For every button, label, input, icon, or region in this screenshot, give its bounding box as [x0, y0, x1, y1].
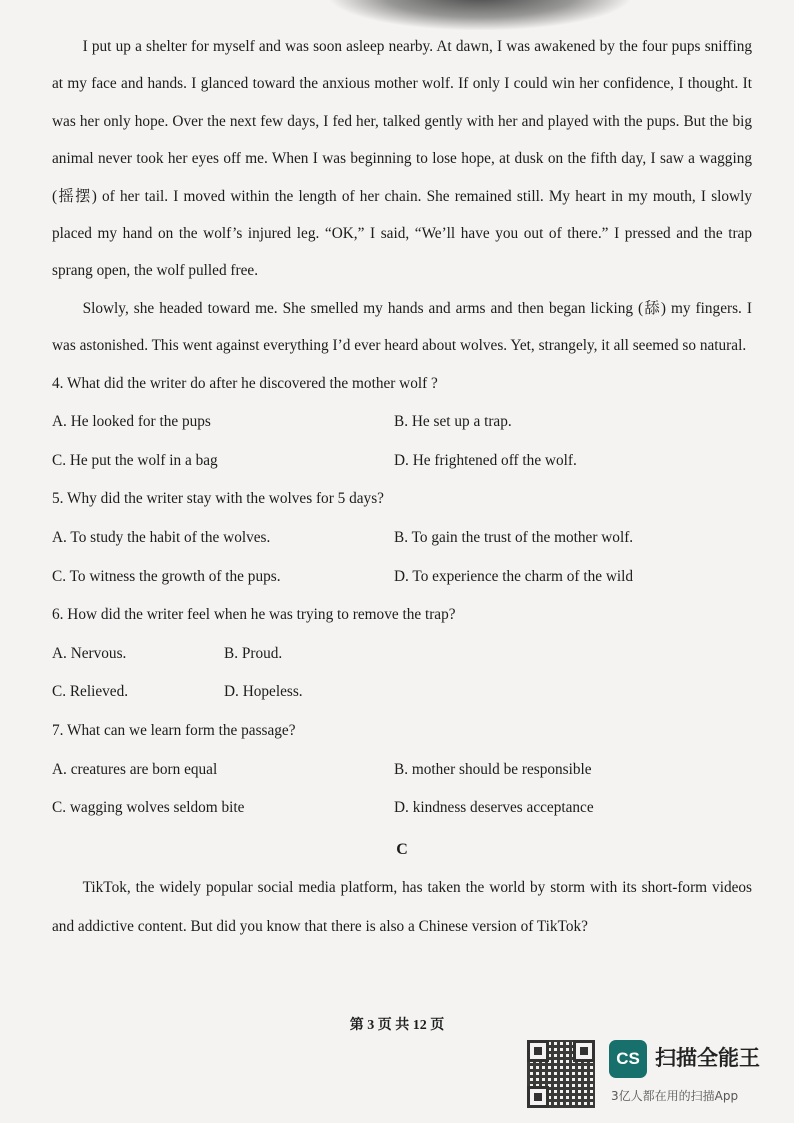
question-stem: 4. What did the writer do after he discovered the mother wolf ? — [52, 374, 438, 392]
section-heading: C — [396, 840, 408, 858]
option-b: B. mother should be responsible — [394, 760, 592, 778]
option-row — [52, 789, 752, 828]
option-a: A. He looked for the pups — [52, 413, 211, 431]
option-row — [52, 442, 752, 481]
option-d: D. He frightened off the wolf. — [394, 451, 577, 469]
qr-finder-icon — [573, 1040, 595, 1062]
option-b: B. He set up a trap. — [394, 413, 512, 431]
option-d: D. To experience the charm of the wild — [394, 567, 634, 585]
option-row — [52, 558, 752, 597]
scanner-app-name: 扫描全能王 — [655, 1046, 760, 1070]
qr-code-icon — [527, 1040, 595, 1108]
option-c: C. To witness the growth of the pups. — [52, 567, 281, 585]
option-a: A. creatures are born equal — [52, 760, 218, 778]
option-c: C. He put the wolf in a bag — [52, 451, 218, 469]
option-a: A. Nervous. — [52, 644, 127, 662]
option-row — [52, 673, 752, 712]
question-6 — [52, 596, 752, 712]
question-7 — [52, 712, 752, 828]
option-row — [52, 635, 752, 674]
question-4 — [52, 365, 752, 481]
exam-page — [52, 28, 752, 946]
option-d: D. kindness deserves acceptance — [394, 799, 594, 817]
story-paragraph-2: Slowly, she headed toward me. She smelled my hands and arms and then began licking (舔) my fingers. I was astonished. This went against everything I’d ever heard about wolves. Yet, strangely, it all seemed so natural. — [52, 299, 752, 355]
page-edge-shadow — [330, 0, 630, 30]
qr-finder-icon — [527, 1040, 549, 1062]
option-b: B. To gain the trust of the mother wolf. — [394, 529, 634, 547]
question-5 — [52, 480, 752, 596]
page-number: 第 3 页 共 12 页 — [349, 1018, 445, 1033]
option-c: C. Relieved. — [52, 683, 129, 701]
passage-c-paragraph: TikTok, the widely popular social media platform, has taken the world by storm with its short-form videos and addictive content. But did you know that there is also a Chinese version of TikTok? — [52, 878, 752, 935]
option-row — [52, 519, 752, 558]
option-a: A. To study the habit of the wolves. — [52, 529, 271, 547]
qr-finder-icon — [527, 1086, 549, 1108]
question-stem: 5. Why did the writer stay with the wolves for 5 days? — [52, 490, 384, 508]
option-b: B. Proud. — [224, 644, 283, 662]
option-row — [52, 403, 752, 442]
option-d: D. Hopeless. — [224, 683, 303, 701]
camscanner-logo: CS — [609, 1040, 647, 1078]
story-paragraph-1: I put up a shelter for myself and was soon asleep nearby. At dawn, I was awakened by the four pups sniffing at my face and hands. I glanced toward the anxious mother wolf. If only I could win her confidence, I thought. It was her only hope. Over the next few days, I fed her, talked gently with her and played with the pups. But the big animal never took her eyes off me. When I was beginning to lose hope, at dusk on the fifth day, I saw a wagging (摇摆) of her tail. I moved within the length of her chain. She remained still. My heart in my mouth, I slowly placed my hand on the wolf’s injured leg. “OK,” I said, “We’ll have you out of there.” I pressed and the trap sprang open, the wolf pulled free. — [52, 38, 752, 280]
question-stem: 7. What can we learn form the passage? — [52, 722, 296, 739]
option-c: C. wagging wolves seldom bite — [52, 799, 245, 817]
question-stem: 6. How did the writer feel when he was trying to remove the trap? — [52, 606, 456, 624]
option-row — [52, 751, 752, 790]
scanner-tagline: 3亿人都在用的扫描App — [611, 1089, 739, 1103]
